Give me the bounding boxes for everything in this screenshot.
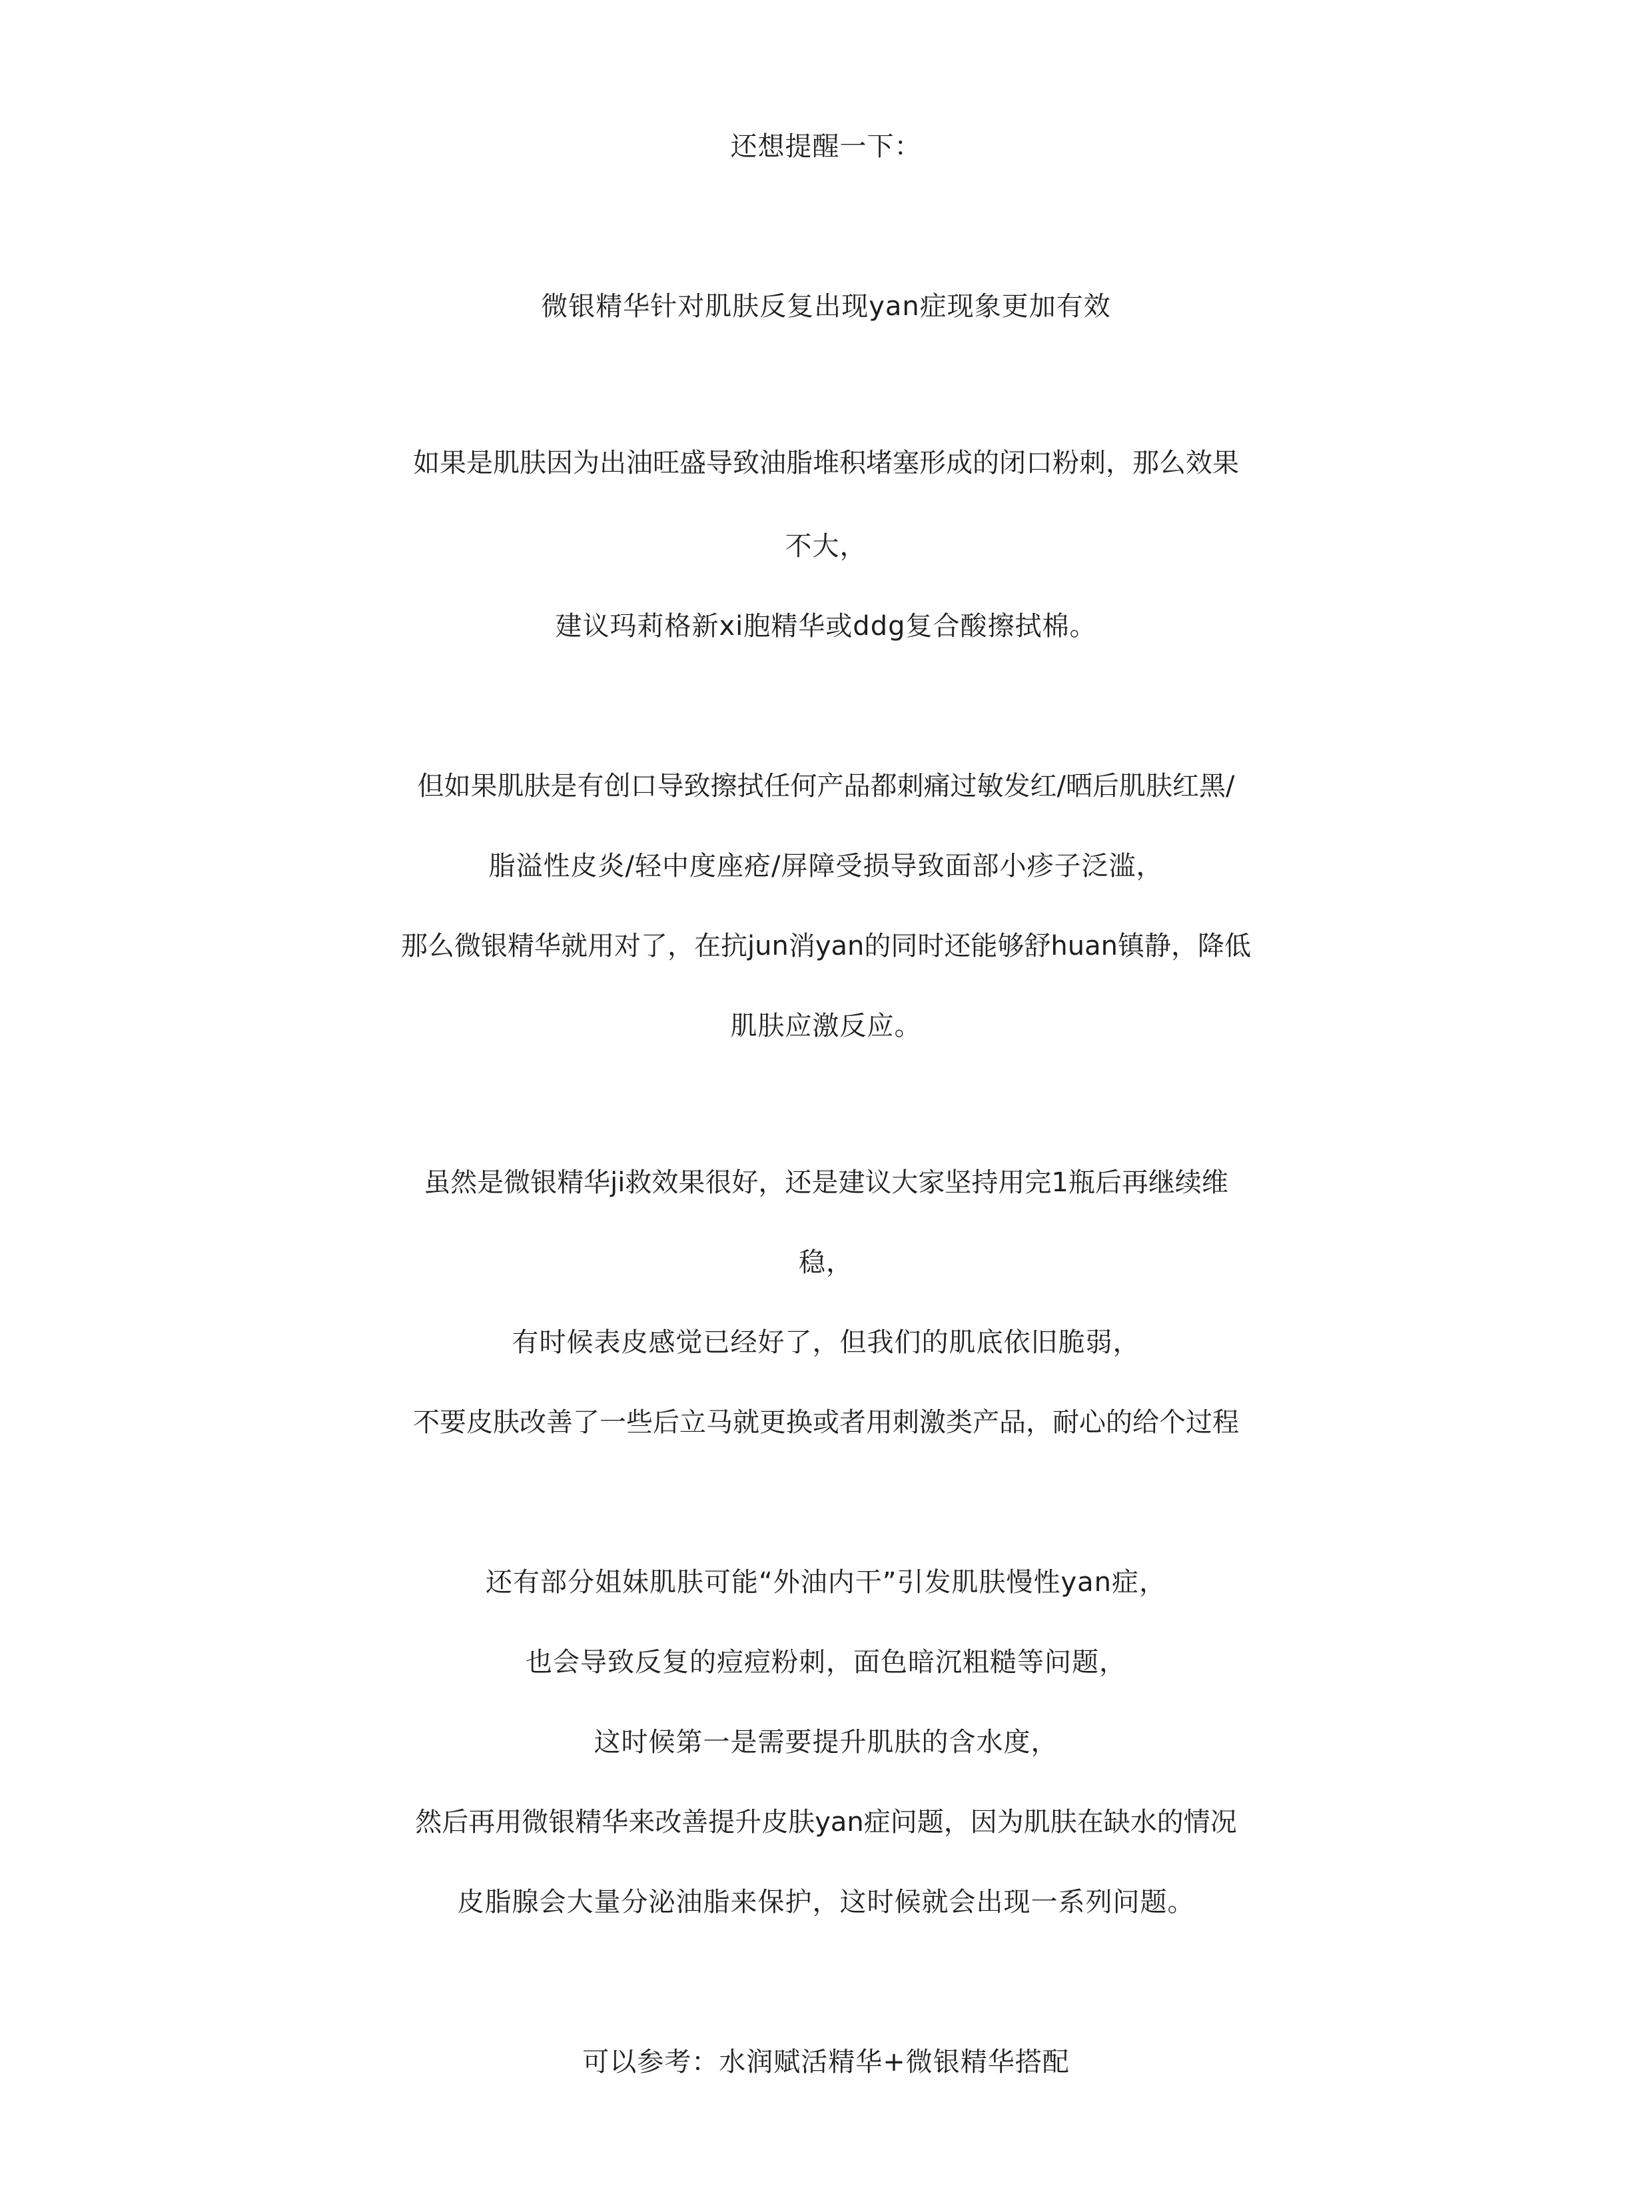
paragraph-2-line-3: 建议玛莉格新xi胞精华或ddg复合酸擦拭棉。: [555, 611, 1097, 642]
paragraph-2-line-2: 不大，: [785, 531, 867, 562]
paragraph-4-line-4: 不要皮肤改善了一些后立马就更换或者用刺激类产品，耐心的给个过程: [413, 1407, 1239, 1438]
paragraph-4-line-1: 虽然是微银精华ji救效果很好，还是建议大家坚持用完1瓶后再继续维: [424, 1167, 1228, 1198]
paragraph-4-line-3: 有时候表皮感觉已经好了，但我们的肌底依旧脆弱，: [512, 1327, 1140, 1358]
paragraph-4-line-2: 稳，: [799, 1247, 853, 1278]
paragraph-5-line-3: 这时候第一是需要提升肌肤的含水度，: [594, 1727, 1058, 1758]
paragraph-3-line-1: 但如果肌肤是有创口导致擦拭任何产品都刺痛过敏发红/晒后肌肤红黑/: [417, 771, 1235, 802]
closing-note: 可以参考：水润赋活精华+微银精华搭配: [582, 2047, 1070, 2077]
paragraph-5-line-4: 然后再用微银精华来改善提升皮肤yan症问题，因为肌肤在缺水的情况: [415, 1807, 1237, 1838]
paragraph-1: 微银精华针对肌肤反复出现yan症现象更加有效: [541, 291, 1111, 322]
paragraph-2-line-1: 如果是肌肤因为出油旺盛导致油脂堆积堵塞形成的闭口粉刺，那么效果: [413, 448, 1239, 478]
paragraph-5-line-1: 还有部分姐妹肌肤可能“外油内干”引发肌肤慢性yan症，: [486, 1567, 1166, 1598]
paragraph-5-line-2: 也会导致反复的痘痘粉刺，面色暗沉粗糙等问题，: [526, 1647, 1126, 1678]
paragraph-3-line-3: 那么微银精华就用对了，在抗jun消yan的同时还能够舒huan镇静，降低: [401, 931, 1251, 961]
paragraph-5-line-5: 皮脂腺会大量分泌油脂来保护，这时候就会出现一系列问题。: [457, 1887, 1195, 1918]
paragraph-3-line-4: 肌肤应激反应。: [730, 1011, 922, 1041]
document-title: 还想提醒一下：: [730, 131, 922, 162]
paragraph-3-line-2: 脂溢性皮炎/轻中度座疮/屏障受损导致面部小疹子泛滥，: [488, 851, 1164, 881]
